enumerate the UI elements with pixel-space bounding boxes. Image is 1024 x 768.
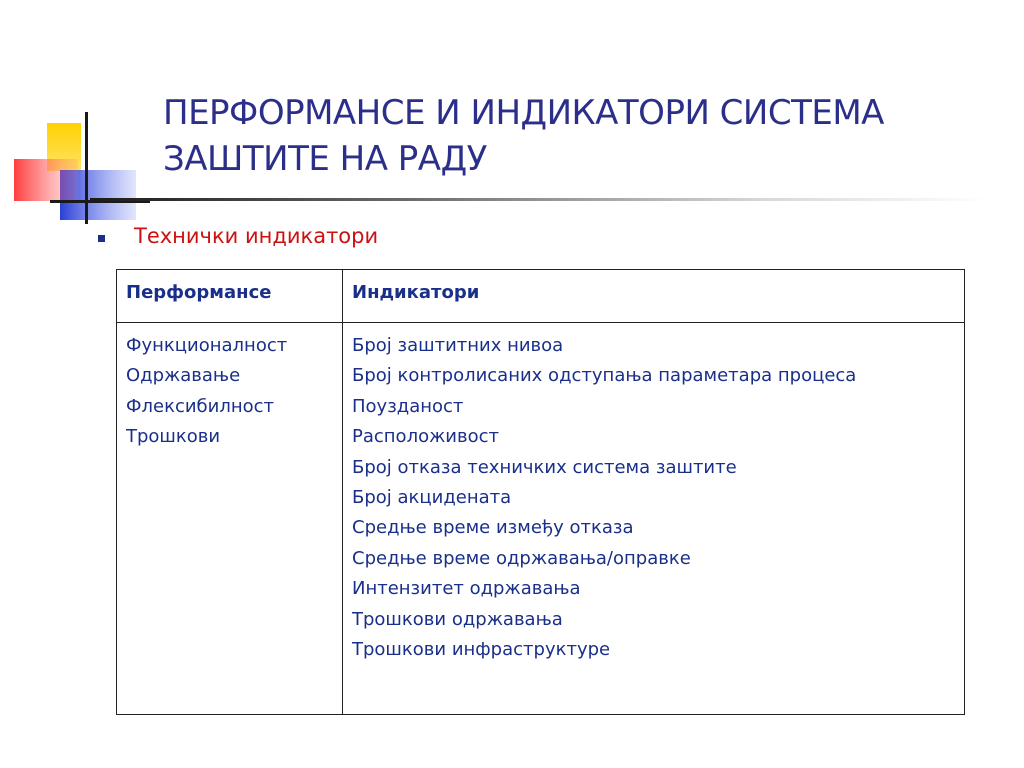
indicator-item: Трошкови одржавања xyxy=(352,608,563,630)
performances-cell xyxy=(117,323,343,715)
performance-item: Функционалност xyxy=(126,335,288,356)
performance-item: Трошкови xyxy=(126,426,221,448)
indicator-item: Број отказа техничких система заштите xyxy=(352,456,737,478)
performance-item: Одржавање xyxy=(126,365,241,387)
indicator-item: Интензитет одржавања xyxy=(352,578,581,600)
indicator-item: Средње време између отказа xyxy=(352,517,634,539)
title-line-2: ЗАШТИТЕ НА РАДУ xyxy=(163,139,487,179)
indicator-item: Број заштитних нивоа xyxy=(352,335,564,356)
title-divider xyxy=(90,198,990,201)
indicator-item: Трошкови инфраструктуре xyxy=(352,639,611,661)
indicator-item: Расположивост xyxy=(352,426,499,448)
indicator-item: Средње време одржавања/оправке xyxy=(352,547,691,569)
bullet-square-icon xyxy=(98,235,105,242)
indicator-item: Поузданост xyxy=(352,395,464,417)
performance-item: Флексибилност xyxy=(126,395,275,417)
indicators-table xyxy=(116,269,965,715)
slide-title xyxy=(163,90,983,182)
corner-decoration xyxy=(0,0,160,240)
deco-red-bar xyxy=(14,159,78,201)
title-line-1: ПЕРФОРМАНСЕ И ИНДИКАТОРИ СИСТЕМА xyxy=(163,93,884,133)
bullet-item xyxy=(98,224,378,248)
table-header-row xyxy=(117,270,965,323)
deco-vertical-line xyxy=(85,112,88,224)
indicators-cell xyxy=(343,323,965,715)
indicator-item: Број акцидената xyxy=(352,487,512,509)
indicator-item: Број контролисаних одступања параметара процеса xyxy=(352,365,857,387)
header-indicators: Индикатори xyxy=(343,270,965,323)
table-row xyxy=(117,323,965,715)
header-performances: Перформансе xyxy=(117,270,343,323)
bullet-text: Технички индикатори xyxy=(134,224,379,248)
